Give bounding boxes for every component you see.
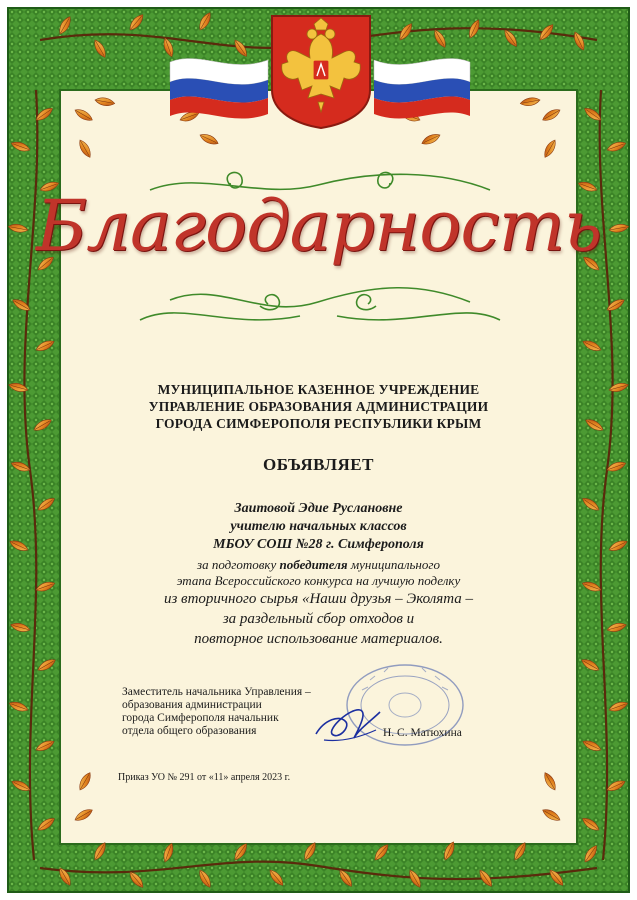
reason-prefix: за подготовку: [197, 557, 280, 572]
signatory-name: Н. С. Матюхина: [383, 727, 462, 739]
signature-icon: [310, 700, 390, 750]
organization-line-1: МУНИЦИПАЛЬНОЕ КАЗЕННОЕ УЧРЕЖДЕНИЕ: [157, 382, 480, 397]
reason-line-5: повторное использование материалов.: [194, 631, 443, 647]
organization-line-2: УПРАВЛЕНИЕ ОБРАЗОВАНИЯ АДМИНИСТРАЦИИ: [148, 399, 489, 414]
reason-bold-word: победителя: [279, 557, 348, 572]
order-reference: [118, 772, 290, 783]
order-suffix: » апреля 2023 г.: [223, 772, 291, 783]
signatory-title-line-1: Заместитель начальника Управления –: [122, 686, 311, 698]
recipient-position: учителю начальных классов: [230, 519, 407, 534]
reason-line-1: [0, 557, 637, 572]
coat-of-arms-icon: [268, 12, 374, 130]
signatory-title-line-3: города Симферополя начальник: [122, 712, 279, 724]
order-number: 291: [179, 772, 195, 783]
signatory-title-line-4: отдела общего образования: [122, 725, 257, 737]
recipient-name: Заитовой Эдие Руслановне: [234, 501, 403, 516]
organization-line-3: ГОРОДА СИМФЕРОПОЛЯ РЕСПУБЛИКИ КРЫМ: [155, 416, 482, 431]
order-prefix: Приказ УО №: [118, 772, 180, 783]
reason-line-3: из вторичного сырья «Наши друзья – Эколята –: [163, 591, 474, 607]
order-day: 11: [213, 772, 224, 783]
order-middle: от «: [194, 772, 214, 783]
reason-line-4: за раздельный сбор отходов и: [222, 611, 415, 627]
announces-heading: ОБЪЯВЛЯЕТ: [263, 455, 374, 474]
recipient-school: МБОУ СОШ №28 г. Симферополя: [213, 537, 424, 552]
reason-line-2: этапа Всероссийского конкурса на лучшую поделку: [176, 573, 461, 588]
reason-suffix: муниципального: [347, 557, 440, 572]
certificate-title: Благодарность: [35, 185, 602, 267]
signatory-title-line-2: образования администрации: [122, 699, 262, 711]
